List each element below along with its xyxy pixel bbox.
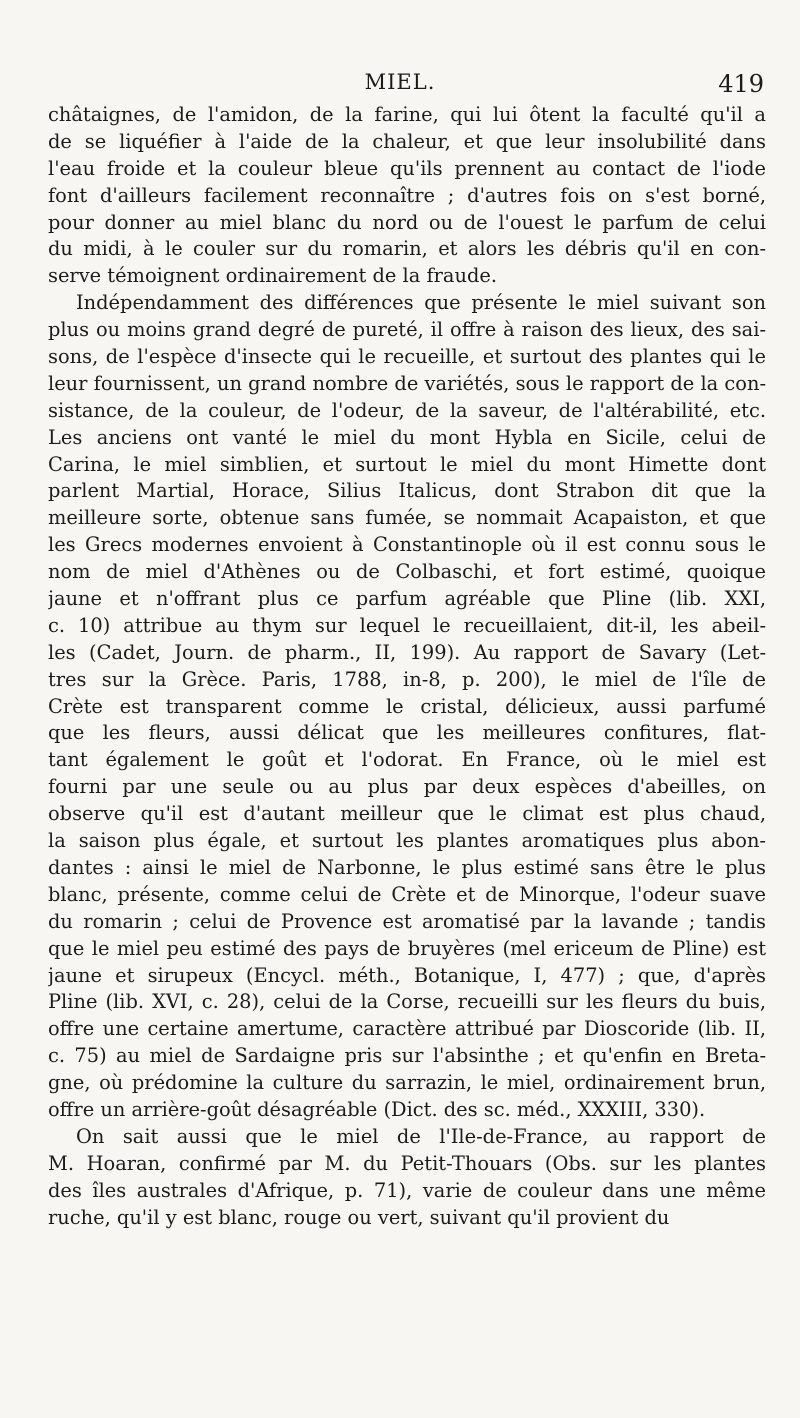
text-line: que les fleurs, aussi délicat que les meilleures confitures, flat- [48, 721, 766, 745]
text-line: observe qu'il est d'autant meilleur que le climat est plus chaud, [48, 802, 766, 826]
text-line: Carina, le miel simblien, et surtout le miel du mont Himette dont [48, 452, 766, 476]
text-line: fourni par une seule ou au plus par deux espèces d'abeilles, on [48, 775, 766, 799]
text-line: Pline (lib. XVI, c. 28), celui de la Corse, recueilli sur les fleurs du buis, [48, 990, 766, 1014]
running-title: MIEL. [364, 70, 436, 94]
text-line: les Grecs modernes envoient à Constantinople où il est connu sous le [48, 533, 766, 557]
page-number: 419 [718, 70, 764, 98]
text-line: jaune et sirupeux (Encycl. méth., Botanique, I, 477) ; que, d'après [48, 963, 766, 987]
text-line: serve témoignent ordinairement de la fraude. [48, 264, 498, 288]
paragraph [48, 102, 766, 290]
text-line: offre un arrière-goût désagréable (Dict. des sc. méd., XXXIII, 330). [48, 1097, 706, 1121]
text-line: tant également le goût et l'odorat. En France, où le miel est [48, 748, 766, 772]
text-line: leur fournissent, un grand nombre de variétés, sous le rapport de la con- [48, 371, 766, 395]
text-line: châtaignes, de l'amidon, de la farine, qui lui ôtent la faculté qu'il a [48, 103, 766, 126]
paragraph [48, 290, 766, 1124]
text-line: sistance, de la couleur, de l'odeur, de la saveur, de l'altérabilité, etc. [48, 398, 766, 422]
text-line: Indépendamment des différences que présente le miel suivant son [76, 291, 766, 315]
text-line: de se liquéfier à l'aide de la chaleur, et que leur insolubilité dans [48, 129, 766, 153]
text-line: plus ou moins grand degré de pureté, il offre à raison des lieux, des sai- [48, 318, 766, 342]
text-line: M. Hoaran, confirmé par M. du Petit-Thouars (Obs. sur les plantes [48, 1151, 766, 1175]
text-line: du romarin ; celui de Provence est aromatisé par la lavande ; tandis [48, 909, 766, 933]
text-line: jaune et n'offrant plus ce parfum agréable que Pline (lib. XXI, [48, 587, 766, 611]
text-line: du midi, à le couler sur du romarin, et alors les débris qu'il en con- [48, 237, 766, 261]
text-line: Les anciens ont vanté le miel du mont Hybla en Sicile, celui de [48, 425, 766, 449]
text-line: sons, de l'espèce d'insecte qui le recueille, et surtout des plantes qui le [48, 345, 766, 369]
text-line: offre une certaine amertume, caractère attribué par Dioscoride (lib. II, [48, 1017, 766, 1041]
text-line: c. 75) au miel de Sardaigne pris sur l'absinthe ; et qu'enfin en Breta- [48, 1044, 766, 1068]
text-line: nom de miel d'Athènes ou de Colbaschi, et fort estimé, quoique [48, 560, 766, 584]
text-line: blanc, présente, comme celui de Crète et de Minorque, l'odeur suave [48, 882, 766, 906]
paragraph [48, 1124, 766, 1232]
text-line: font d'ailleurs facilement reconnaître ; d'autres fois on s'est borné, [48, 183, 766, 207]
text-line: Crète est transparent comme le cristal, délicieux, aussi parfumé [48, 694, 766, 718]
text-line: parlent Martial, Horace, Silius Italicus, dont Strabon dit que la [48, 479, 766, 503]
text-line: les (Cadet, Journ. de pharm., II, 199). Au rapport de Savary (Let- [48, 640, 766, 664]
text-line: ruche, qu'il y est blanc, rouge ou vert, suivant qu'il provient du [48, 1205, 670, 1229]
text-line: dantes : ainsi le miel de Narbonne, le plus estimé sans être le plus [48, 855, 766, 879]
text-line: la saison plus égale, et surtout les plantes aromatiques plus abon- [48, 829, 766, 853]
text-line: des îles australes d'Afrique, p. 71), varie de couleur dans une même [48, 1178, 766, 1202]
text-line: meilleure sorte, obtenue sans fumée, se nommait Acapaiston, et que [48, 506, 766, 530]
text-line: tres sur la Grèce. Paris, 1788, in-8, p. 200), le miel de l'île de [48, 667, 766, 691]
text-line: gne, où prédomine la culture du sarrazin, le miel, ordinairement brun, [48, 1071, 766, 1095]
running-head [0, 70, 800, 106]
text-line: c. 10) attribue au thym sur lequel le recueillaient, dit-il, les abeil- [48, 613, 766, 637]
text-line: que le miel peu estimé des pays de bruyères (mel ericeum de Pline) est [48, 936, 766, 960]
body-text [48, 102, 766, 1231]
text-line: On sait aussi que le miel de l'Ile-de-France, au rapport de [76, 1124, 766, 1148]
text-line: l'eau froide et la couleur bleue qu'ils prennent au contact de l'iode [48, 156, 766, 180]
text-line: pour donner au miel blanc du nord ou de l'ouest le parfum de celui [48, 210, 766, 234]
